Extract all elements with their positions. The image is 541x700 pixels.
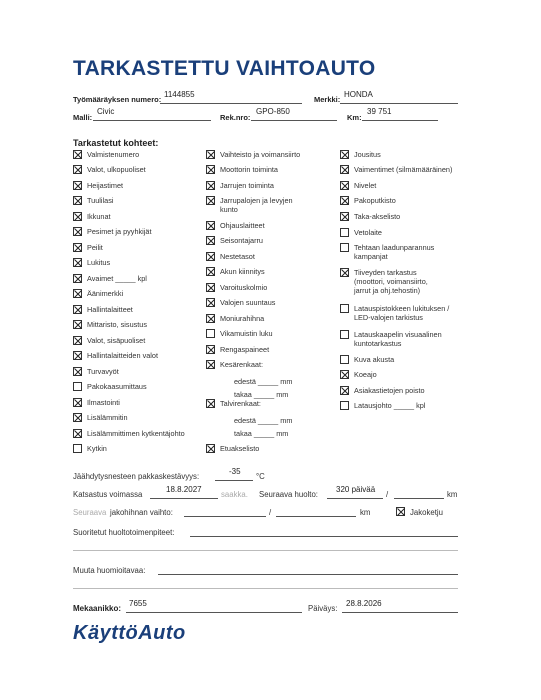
reg-line: [251, 120, 337, 121]
checklist-item-label: Latauskaapelin visuaalinen: [354, 330, 442, 339]
checklist-item-label: Nivelet: [354, 181, 377, 190]
checked-checkbox[interactable]: [73, 212, 82, 221]
checkbox[interactable]: [340, 401, 349, 410]
checked-checkbox[interactable]: [73, 243, 82, 252]
checklist-item-label: Pesimet ja pyyhkijät: [87, 227, 152, 236]
checklist-item-label: Ilmastointi: [87, 398, 120, 407]
checklist-item-label: Ohjauslaitteet: [220, 221, 265, 230]
next-service-km-unit: km: [447, 490, 458, 499]
checklist-item-label: jarrut ja ohj.tehostin): [354, 286, 421, 295]
checked-checkbox[interactable]: [206, 181, 215, 190]
timing-belt-label: jakohihnan vaihto:: [110, 508, 173, 517]
checked-checkbox[interactable]: [206, 314, 215, 323]
date-line: [342, 612, 458, 613]
next-service-label: Seuraava huolto:: [259, 490, 318, 499]
checkbox[interactable]: [340, 330, 349, 339]
checked-checkbox[interactable]: [206, 267, 215, 276]
checklist-item-label: Talvirenkaat:: [220, 399, 261, 408]
checklist-item-label: Avaimet _____ kpl: [87, 274, 147, 283]
notes-line-1[interactable]: [158, 574, 458, 575]
checked-checkbox[interactable]: [206, 221, 215, 230]
services-label: Suoritetut huoltotoimenpiteet:: [73, 528, 175, 537]
work-order-value[interactable]: 1144855: [164, 90, 195, 99]
notes-label: Muuta huomioitavaa:: [73, 566, 146, 575]
checked-checkbox[interactable]: [206, 399, 215, 408]
km-line: [362, 120, 438, 121]
checklist-item-label: Rengaspaineet: [220, 345, 270, 354]
checked-checkbox[interactable]: [73, 429, 82, 438]
checked-checkbox[interactable]: [206, 345, 215, 354]
checkbox[interactable]: [73, 444, 82, 453]
summer-tires-front: edestä _____ mm: [234, 377, 293, 386]
km-label: Km:: [347, 113, 362, 122]
checklist-item-label: Ikkunat: [87, 212, 111, 221]
checked-checkbox[interactable]: [73, 305, 82, 314]
checked-checkbox[interactable]: [73, 289, 82, 298]
checklist-item-label: Jarrujen toiminta: [220, 181, 274, 190]
checklist-item-label: Lisälämmitin: [87, 413, 128, 422]
checklist-item-label: Valojen suuntaus: [220, 298, 276, 307]
reg-label: Rek.nro:: [220, 113, 251, 122]
checklist-item-label: (moottori, voimansiirto,: [354, 277, 428, 286]
checkbox[interactable]: [340, 243, 349, 252]
make-label: Merkki:: [314, 95, 341, 104]
timing-belt-prefix: Seuraava: [73, 508, 107, 517]
model-value[interactable]: Civic: [97, 107, 115, 116]
checklist-item-label: Koeajo: [354, 370, 377, 379]
checklist-item-label: Pakokaasumittaus: [87, 382, 147, 391]
checkbox[interactable]: [340, 228, 349, 237]
inspection-label: Katsastus voimassa: [73, 490, 143, 499]
inspection-line: [150, 498, 218, 499]
checklist-item-label: Vetolaite: [354, 228, 382, 237]
date-value[interactable]: 28.8.2026: [346, 599, 382, 608]
checked-checkbox[interactable]: [73, 413, 82, 422]
checked-checkbox[interactable]: [73, 320, 82, 329]
checklist-item-label: Tuulilasi: [87, 196, 114, 205]
checked-checkbox[interactable]: [340, 386, 349, 395]
checklist-item-label: Vikamuistin luku: [220, 329, 273, 338]
inspection-date[interactable]: 18.8.2027: [166, 485, 202, 494]
checklist-item-label: kuntotarkastus: [354, 339, 402, 348]
winter-tires-front: edestä _____ mm: [234, 416, 293, 425]
next-service-value[interactable]: 320 päivää: [336, 485, 376, 494]
checked-checkbox[interactable]: [206, 444, 215, 453]
model-label: Malli:: [73, 113, 93, 122]
winter-tires-rear: takaa _____ mm: [234, 429, 289, 438]
checked-checkbox[interactable]: [206, 236, 215, 245]
checklist-item-label: Latauspistokkeen lukituksen /: [354, 304, 450, 313]
notes-line-2[interactable]: [73, 588, 458, 589]
form-title: TARKASTETTU VAIHTOAUTO: [73, 57, 376, 80]
checked-checkbox[interactable]: [206, 165, 215, 174]
checked-checkbox[interactable]: [206, 360, 215, 369]
slash-2: /: [269, 508, 272, 517]
checked-checkbox[interactable]: [73, 258, 82, 267]
checklist-item-label: LED-valojen tarkistus: [354, 313, 423, 322]
checklist-item-label: Vaihteisto ja voimansiirto: [220, 150, 301, 159]
mechanic-value[interactable]: 7655: [129, 599, 147, 608]
checked-checkbox[interactable]: [73, 367, 82, 376]
timing-belt-km-line[interactable]: [276, 516, 356, 517]
checkbox[interactable]: [206, 329, 215, 338]
checklist-item-label: Kuva akusta: [354, 355, 395, 364]
coolant-label: Jäähdytysnesteen pakkaskestävyys:: [73, 472, 200, 481]
checked-checkbox[interactable]: [73, 165, 82, 174]
checked-checkbox[interactable]: [340, 181, 349, 190]
checklist-item-label: Heijastimet: [87, 181, 124, 190]
checkbox[interactable]: [73, 382, 82, 391]
checked-checkbox[interactable]: [206, 298, 215, 307]
checked-checkbox[interactable]: [340, 196, 349, 205]
coolant-unit: °C: [256, 472, 265, 481]
checklist-item-label: Kesärenkaat:: [220, 360, 263, 369]
checklist-item-label: Tiiveyden tarkastus: [354, 268, 417, 277]
checklist-item-label: Taka-akselisto: [354, 212, 401, 221]
checklist-item-label: Vaimentimet (silmämääräinen): [354, 165, 453, 174]
work-order-line: [160, 103, 302, 104]
checklist-item-label: Hallintalaitteet: [87, 305, 133, 314]
checklist-item-label: kampanjat: [354, 252, 388, 261]
timing-belt-line[interactable]: [184, 516, 266, 517]
checklist-item-label: Turvavyöt: [87, 367, 119, 376]
checkbox[interactable]: [340, 355, 349, 364]
checklist-item-label: Asiakastietojen poisto: [354, 386, 425, 395]
checklist-item-label: Akun kiinnitys: [220, 267, 265, 276]
checked-checkbox[interactable]: [206, 283, 215, 292]
section-title: Tarkastetut kohteet:: [73, 138, 159, 148]
checked-checkbox[interactable]: [340, 268, 349, 277]
checklist-item-label: Seisontajarru: [220, 236, 263, 245]
date-label: Päiväys:: [308, 604, 338, 613]
checklist-item-label: Tehtaan laadunparannus: [354, 243, 435, 252]
slash: /: [386, 490, 389, 499]
checked-checkbox[interactable]: [73, 336, 82, 345]
coolant-line: [215, 480, 253, 481]
checklist-item-label: Jousitus: [354, 150, 381, 159]
checklist-item-label: Kytkin: [87, 444, 107, 453]
checked-checkbox[interactable]: [206, 252, 215, 261]
checklist-item-label: Pakoputkisto: [354, 196, 396, 205]
timing-chain-checkbox[interactable]: [396, 507, 405, 516]
mechanic-label: Mekaanikko:: [73, 604, 122, 613]
checklist-item-label: Moottorin toiminta: [220, 165, 278, 174]
checklist-item-label: Mittaristo, sisustus: [87, 320, 148, 329]
next-service-km-line: [394, 498, 444, 499]
checked-checkbox[interactable]: [340, 370, 349, 379]
work-order-label: Työmääräyksen numero:: [73, 95, 162, 104]
checked-checkbox[interactable]: [340, 165, 349, 174]
services-line-2[interactable]: [73, 550, 458, 551]
reg-value[interactable]: GPO-850: [256, 107, 290, 116]
checklist-item-label: Varoituskolmio: [220, 283, 268, 292]
checklist-item-label: Peilit: [87, 243, 103, 252]
timing-belt-km-unit: km: [360, 508, 371, 517]
checked-checkbox[interactable]: [340, 150, 349, 159]
checklist-item-label: Lisälämmittimen kytkentäjohto: [87, 429, 185, 438]
checklist-item-label: Hallintalaitteiden valot: [87, 351, 158, 360]
checked-checkbox[interactable]: [73, 181, 82, 190]
make-line: [340, 103, 458, 104]
checklist-item-label: Etuakselisto: [220, 444, 260, 453]
services-line-1[interactable]: [190, 536, 458, 537]
checked-checkbox[interactable]: [73, 196, 82, 205]
checklist-item-label: Moniurahihna: [220, 314, 265, 323]
checked-checkbox[interactable]: [73, 398, 82, 407]
checked-checkbox[interactable]: [73, 227, 82, 236]
checklist-item-label: Valot, sisäpuoliset: [87, 336, 146, 345]
checked-checkbox[interactable]: [73, 274, 82, 283]
checklist-item-label: Latausjohto _____ kpl: [354, 401, 426, 410]
model-line: [93, 120, 211, 121]
km-value[interactable]: 39 751: [367, 107, 392, 116]
checked-checkbox[interactable]: [340, 212, 349, 221]
checklist-item-label: Äänimerkki: [87, 289, 124, 298]
kayttoauto-logo: KäyttöAuto: [73, 622, 186, 644]
next-service-line: [327, 498, 383, 499]
checklist-item-label: kunto: [220, 205, 238, 214]
checklist-item-label: Lukitus: [87, 258, 111, 267]
make-value[interactable]: HONDA: [344, 90, 373, 99]
summer-tires-rear: takaa _____ mm: [234, 390, 289, 399]
checked-checkbox[interactable]: [73, 351, 82, 360]
checked-checkbox[interactable]: [206, 150, 215, 159]
checklist-item-label: Valmistenumero: [87, 150, 140, 159]
timing-chain-label: Jakoketju: [410, 508, 443, 517]
checklist-item-label: Nestetasot: [220, 252, 255, 261]
inspection-until: saakka.: [221, 490, 248, 499]
mechanic-line: [126, 612, 302, 613]
checklist-item-label: Valot, ulkopuoliset: [87, 165, 146, 174]
checklist-item-label: Jarrupalojen ja levyjen: [220, 196, 293, 205]
checked-checkbox[interactable]: [206, 196, 215, 205]
coolant-value[interactable]: -35: [229, 467, 241, 476]
checkbox[interactable]: [340, 304, 349, 313]
checked-checkbox[interactable]: [73, 150, 82, 159]
